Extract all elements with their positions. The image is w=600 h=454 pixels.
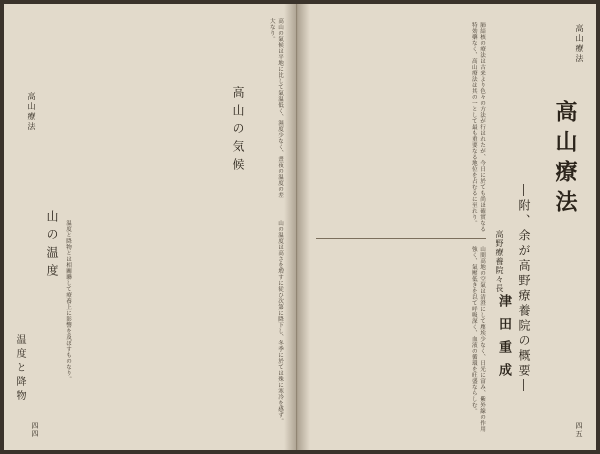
body-text-left-top: 高山の氣候は平地に比して氣温低く、濕度少なく、晝夜の温度の差大なり。 xyxy=(268,18,283,198)
section-heading-temp-rain: 温度と降物 xyxy=(14,334,25,404)
body-text-right-top: 肺結核の療法は古来より色々の方法が行はれたが、今日に於ても尚ほ確實なる特効藥なく、高山療法は其の一として最も重要なる地位を占むるに至れり。 xyxy=(470,22,485,232)
author-affiliation: 高野療養院々長 xyxy=(495,230,504,293)
section-heading-climate: 高山の気候 xyxy=(231,86,245,176)
book-spread xyxy=(4,4,596,450)
book-gutter xyxy=(284,4,310,450)
body-text-left-bottom: 山の温度は高さを増すに従ひ次第に降下し、冬季に於ては殊に寒冷を感ず。 xyxy=(277,220,283,424)
author-name: 津田重成 xyxy=(496,294,511,386)
section-heading-temperature: 山の温度 xyxy=(45,210,59,282)
body-text-left-far: 温度と降物とは相關聯して療養上に影響を及ぼすものなり。 xyxy=(65,220,71,382)
running-head-right: 高山療法 xyxy=(575,24,584,64)
page-number-left: 四四 xyxy=(31,422,39,438)
page-number-right: 四五 xyxy=(575,422,583,438)
left-page xyxy=(4,4,297,450)
body-text-right-bottom: 山間高地の空氣は清澄にして塵埃少なく、日光に富み、紫外線の作用強く、氣壓低きを以て呼吸深く、血液の循環を旺盛ならしむ。 xyxy=(470,246,485,432)
running-head-left: 高山療法 xyxy=(27,92,36,132)
right-page xyxy=(298,4,596,450)
article-subtitle: ―附、余が高野療養院の概要― xyxy=(517,184,531,394)
article-title: 高山療法 xyxy=(552,100,578,220)
column-divider xyxy=(316,238,486,239)
